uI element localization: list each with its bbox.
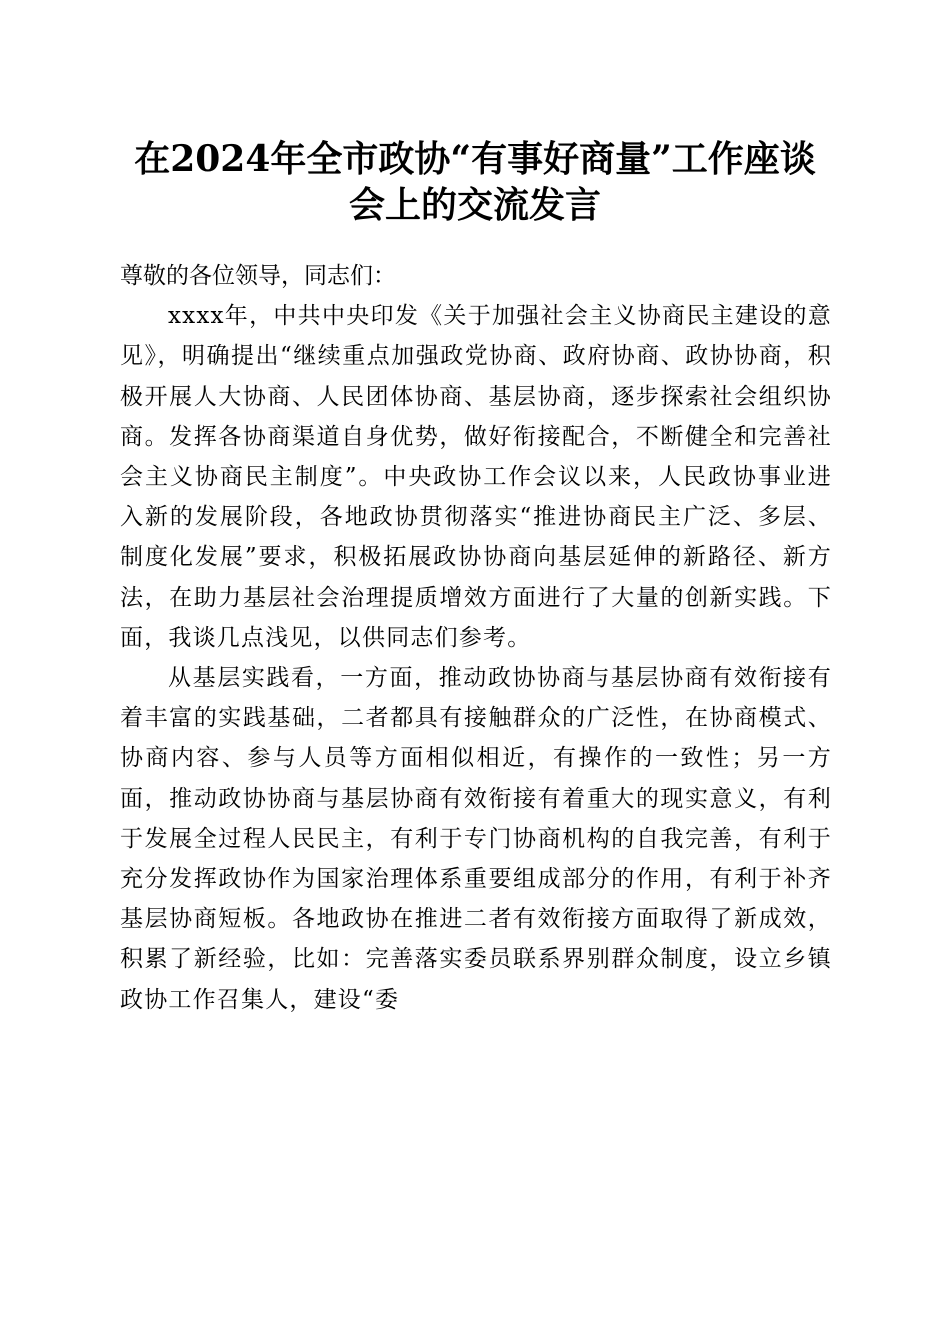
salutation: 尊敬的各位领导，同志们： — [120, 263, 396, 289]
title-line-1: 在2024年全市政协“有事好商量”工作座谈 — [134, 138, 816, 180]
paragraph-1: xxxx年，中共中央印发《关于加强社会主义协商民主建设的意见》，明确提出“继续重点加强政党协商、政府协商、政协协商，积极开展人大协商、人民团体协商、基层协商，逐步探索社会组织协商。发挥各协商渠道自身优势，做好衔接配合，不断健全和完善社会主义协商民主制度”。中央政协工作会议以来，人民政协事业进入新的发展阶段，各地政协贯彻落实“推进协商民主广泛、多层、制度化发展”要求，积极拓展政协协商向基层延伸的新路径、新方法，在助力基层社会治理提质增效方面进行了大量的创新实践。下面，我谈几点浅见，以供同志们参考。 — [120, 303, 832, 651]
document-title — [100, 136, 850, 228]
document-body — [120, 256, 832, 1020]
title-line-2: 会上的交流发言 — [348, 184, 601, 226]
paragraph-2: 从基层实践看，一方面，推动政协协商与基层协商有效衔接有着丰富的实践基础，二者都具有接触群众的广泛性，在协商模式、协商内容、参与人员等方面相似相近，有操作的一致性；另一方面，推动政协协商与基层协商有效衔接有着重大的现实意义，有利于发展全过程人民民主，有利于专门协商机构的自我完善，有利于充分发挥政协作为国家治理体系重要组成部分的作用，有利于补齐基层协商短板。各地政协在推进二者有效衔接方面取得了新成效，积累了新经验，比如：完善落实委员联系界别群众制度，设立乡镇政协工作召集人，建设“委 — [120, 665, 832, 1013]
